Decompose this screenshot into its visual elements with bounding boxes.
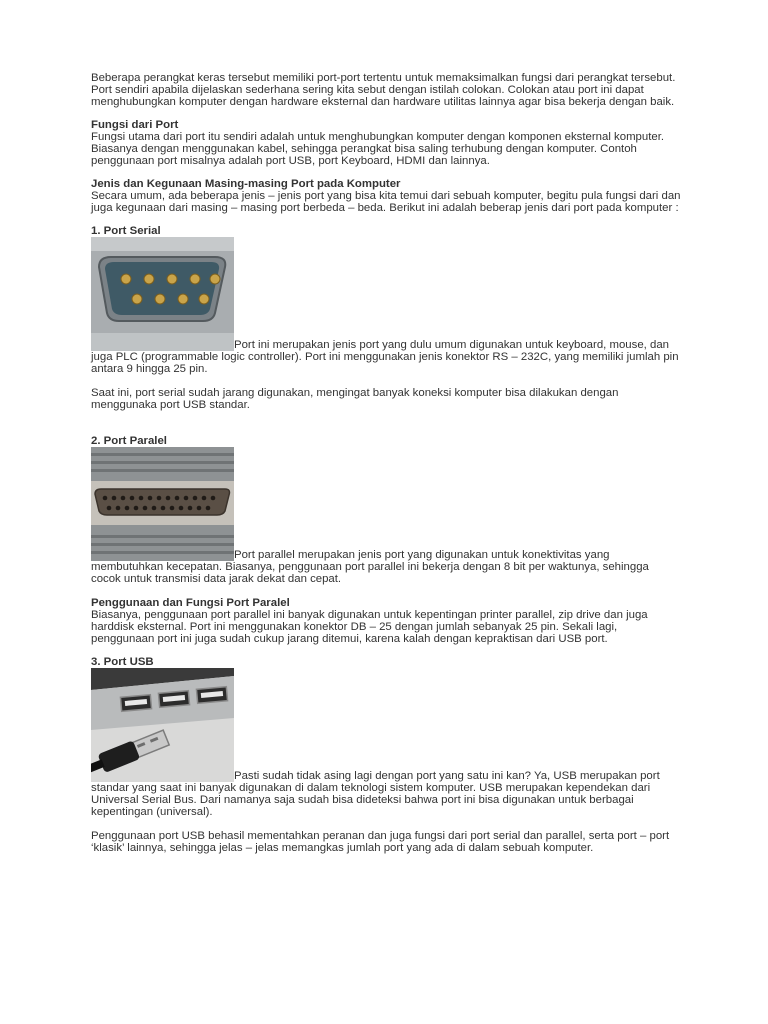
fungsi-paragraph: Fungsi utama dari port itu sendiri adalah untuk menghubungkan komputer dengan komponen eksternal komputer. Biasanya dengan menggunakan kabel, sehingga perangkat bisa saling terhubung dengan komputer. Contoh penggunaan port misalnya adalah port USB, port Keyboard, HDMI dan lainnya. — [91, 131, 665, 167]
usb-heading: 3. Port USB — [91, 656, 154, 668]
intro-paragraph: Beberapa perangkat keras tersebut memiliki port-port tertentu untuk memaksimalkan fungsi dari perangkat tersebut. Port sendiri apabila dijelaskan sederhana sering kita sebut dengan istilah colokan. Colokan atau port ini dapat menghubungkan komputer dengan hardware eksternal dan hardware utilitas lainnya agar bisa bekerja dengan baik. — [91, 72, 676, 108]
paralel-sub-paragraph: Biasanya, penggunaan port parallel ini banyak digunakan untuk kepentingan printer parallel, zip drive dan juga harddisk eksternal. Port ini menggunakan konektor DB – 25 dengan jumlah sebanyak 25 pin. Sekali lagi, penggunaan port ini juga sudah cukup jarang ditemui, karena kalah dengan kepraktisan dari USB port. — [91, 609, 648, 645]
jenis-paragraph: Secara umum, ada beberapa jenis – jenis port yang bisa kita temui dari sebuah komputer, begitu pula fungsi dari dan juga kegunaan dari masing – masing port berbeda – beda. Berikut ini adalah beberap jenis dari port pada komputer : — [91, 190, 681, 214]
paralel-heading: 2. Port Paralel — [91, 435, 167, 447]
usb-port-photo — [91, 668, 234, 782]
usb-caption: Pasti sudah tidak asing lagi dengan port yang satu ini kan? Ya, USB merupakan port standar yang saat ini banyak digunakan di dalam teknologi sistem komputer. USB merupakan kependekan dari Universal Serial Bus. Dari namanya saja sudah bisa dideteksi bahwa port ini bisa digunakan untuk berbagai kepentingan (universal). — [91, 770, 660, 818]
serial-note: Saat ini, port serial sudah jarang digunakan, mengingat banyak koneksi komputer bisa dilakukan dengan menggunaka port USB standar. — [91, 387, 619, 411]
paralel-figure — [91, 447, 681, 585]
usb-note: Penggunaan port USB behasil mementahkan peranan dan juga fungsi dari port serial dan parallel, serta port – port ‘klasik’ lainnya, sehingga jelas – jelas memangkas jumlah port yang ada di dalam sebuah komputer. — [91, 830, 670, 854]
serial-caption: Port ini merupakan jenis port yang dulu umum digunakan untuk keyboard, mouse, dan juga PLC (programmable logic controller). Port ini menggunakan jenis konektor RS – 232C, yang memiliki jumlah pin antara 9 hingga 25 pin. — [91, 339, 679, 375]
jenis-heading: Jenis dan Kegunaan Masing-masing Port pada Komputer — [91, 178, 401, 190]
serial-heading: 1. Port Serial — [91, 225, 161, 237]
usb-figure — [91, 668, 681, 818]
document-content — [91, 72, 681, 854]
paralel-caption: Port parallel merupakan jenis port yang digunakan untuk konektivitas yang membutuhkan kecepatan. Biasanya, penggunaan port parallel ini bekerja dengan 8 bit per waktunya, sehingga cocok untuk transmisi data jarak dekat dan cepat. — [91, 549, 649, 585]
fungsi-heading: Fungsi dari Port — [91, 119, 179, 131]
paralel-sub-heading: Penggunaan dan Fungsi Port Paralel — [91, 597, 290, 609]
serial-figure — [91, 237, 681, 375]
parallel-port-photo — [91, 447, 234, 561]
serial-port-photo — [91, 237, 234, 351]
